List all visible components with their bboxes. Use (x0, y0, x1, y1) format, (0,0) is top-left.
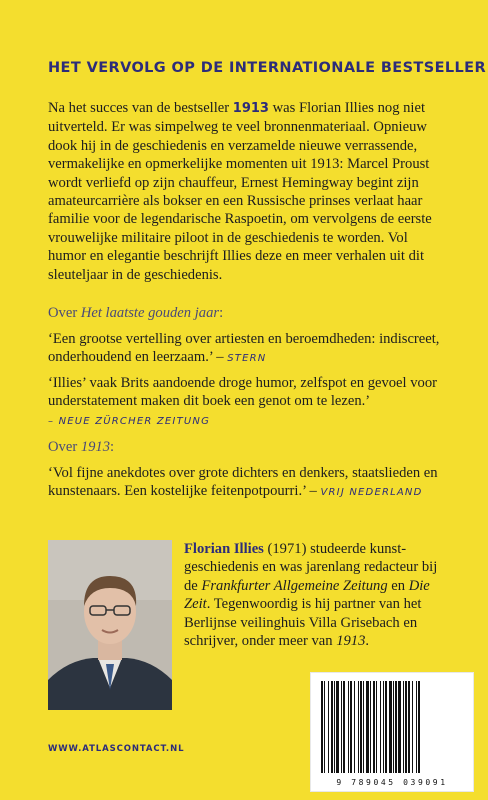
blurb-text-1: Na het succes van de bestseller (48, 100, 233, 116)
isbn-barcode (310, 672, 474, 792)
quote-text: ‘Illies’ vaak Brits aandoende droge humor, zelfspot en gevoel voor understatement maken dit boek een genot om te lezen.’ (48, 375, 437, 410)
barcode-bar (418, 681, 420, 773)
barcode-bar (395, 681, 397, 773)
barcode-bar (358, 681, 359, 773)
about-suffix: : (110, 439, 115, 455)
author-photo (48, 540, 172, 710)
newspaper-title: Frankfurter Allgemeine Zeitung (201, 577, 388, 594)
book-title: 1913 (336, 633, 366, 650)
barcode-bar (370, 681, 371, 773)
barcode-bar (350, 681, 352, 773)
quote-source: VRIJ NEDERLAND (320, 487, 423, 499)
barcode-bar (328, 681, 329, 773)
author-name: Florian Illies (184, 541, 264, 557)
barcode-bar (393, 681, 394, 773)
barcode-bar (343, 681, 345, 773)
barcode-bar (334, 681, 335, 773)
barcode-bar (403, 681, 404, 773)
quote-text: ‘Vol fijne anekdotes over grote dichters en denkers, staatslieden en kunstenaars. Een kostelijke feitenpotpourri.’ – (48, 465, 438, 500)
bio-text: en (387, 577, 409, 594)
barcode-bar (321, 681, 323, 773)
barcode-bar (336, 681, 339, 773)
blurb-text-2: was Florian Illies nog niet uitverteld. Er was simpelweg te veel bronnenmateriaal. Opnieuw dook hij in de geschiedenis en verzamelde nieuwe verrassende, vermakelijke en opmerkelijke momenten uit 1913: Marcel Proust wordt verliefd op zijn chauffeur, Ernest Hemingway begint zijn amateurcarrière als bokser en een Russische prinses verlaat haar familie voor de legendarische Raspoetin, om vervolgens de eerste vrouwelijke militaire piloot in de geschiedenis te worden. Vol humor en elegantie beschrijft Illies deze en meer verhalen uit dit sleuteljaar in de geschiedenis. (48, 100, 432, 283)
barcode-bar (348, 681, 349, 773)
barcode-bar (373, 681, 375, 773)
review-quote-stern (48, 330, 448, 369)
barcode-bar (354, 681, 355, 773)
headline: HET VERVOLG OP DE INTERNATIONALE BESTSELLER (48, 60, 487, 76)
bio-text: . (365, 633, 370, 650)
about-heading-1913 (48, 438, 446, 456)
bio-text: (1971) studeerde kunstgeschiedenis en was jarenlang redacteur bij de (184, 541, 438, 594)
blurb-paragraph (48, 99, 446, 284)
quote-source: STERN (227, 353, 267, 365)
barcode-bar (324, 681, 325, 773)
barcode-bar (389, 681, 392, 773)
isbn-number: 9 789045 039091 (336, 778, 448, 787)
publisher-url: WWW.ATLASCONTACT.NL (48, 744, 185, 754)
review-quote-vrij-nederland (48, 464, 448, 503)
barcode-bar (416, 681, 417, 773)
barcode-bar (385, 681, 387, 773)
barcode-bar (398, 681, 401, 773)
barcode-bar (331, 681, 333, 773)
barcode-bar (360, 681, 362, 773)
about-book-title: Het laatste gouden jaar (80, 305, 220, 321)
author-portrait-illustration (48, 540, 172, 710)
about-suffix: : (219, 305, 224, 321)
barcode-bar (405, 681, 407, 773)
bio-text: . Tegenwoordig is hij partner van het Berlijnse veilinghuis Villa Grisebach en schrijver, onder meer van (184, 596, 422, 650)
about-prefix: Over (48, 305, 81, 321)
barcode-bar (376, 681, 377, 773)
barcode-bar (341, 681, 342, 773)
book-title-1913: 1913 (232, 101, 269, 116)
quote-text: ‘Een grootse vertelling over artiesten en beroemdheden: indiscreet, onderhoudend en leerzaam.’ – (48, 331, 440, 366)
barcode-bar (366, 681, 369, 773)
about-prefix: Over (48, 439, 81, 455)
author-bio (184, 540, 452, 650)
barcode-bar (412, 681, 413, 773)
newspaper-title: Die Zeit (184, 577, 430, 613)
barcode-bar (383, 681, 384, 773)
quote-source: – NEUE ZÜRCHER ZEITUNG (48, 415, 211, 427)
barcode-bar (408, 681, 410, 773)
about-book-title: 1913 (80, 439, 111, 455)
barcode-bars (319, 681, 465, 773)
about-heading-laatste-gouden-jaar (48, 304, 446, 322)
review-quote-nzz (48, 374, 448, 431)
barcode-bar (380, 681, 381, 773)
barcode-bar (363, 681, 364, 773)
